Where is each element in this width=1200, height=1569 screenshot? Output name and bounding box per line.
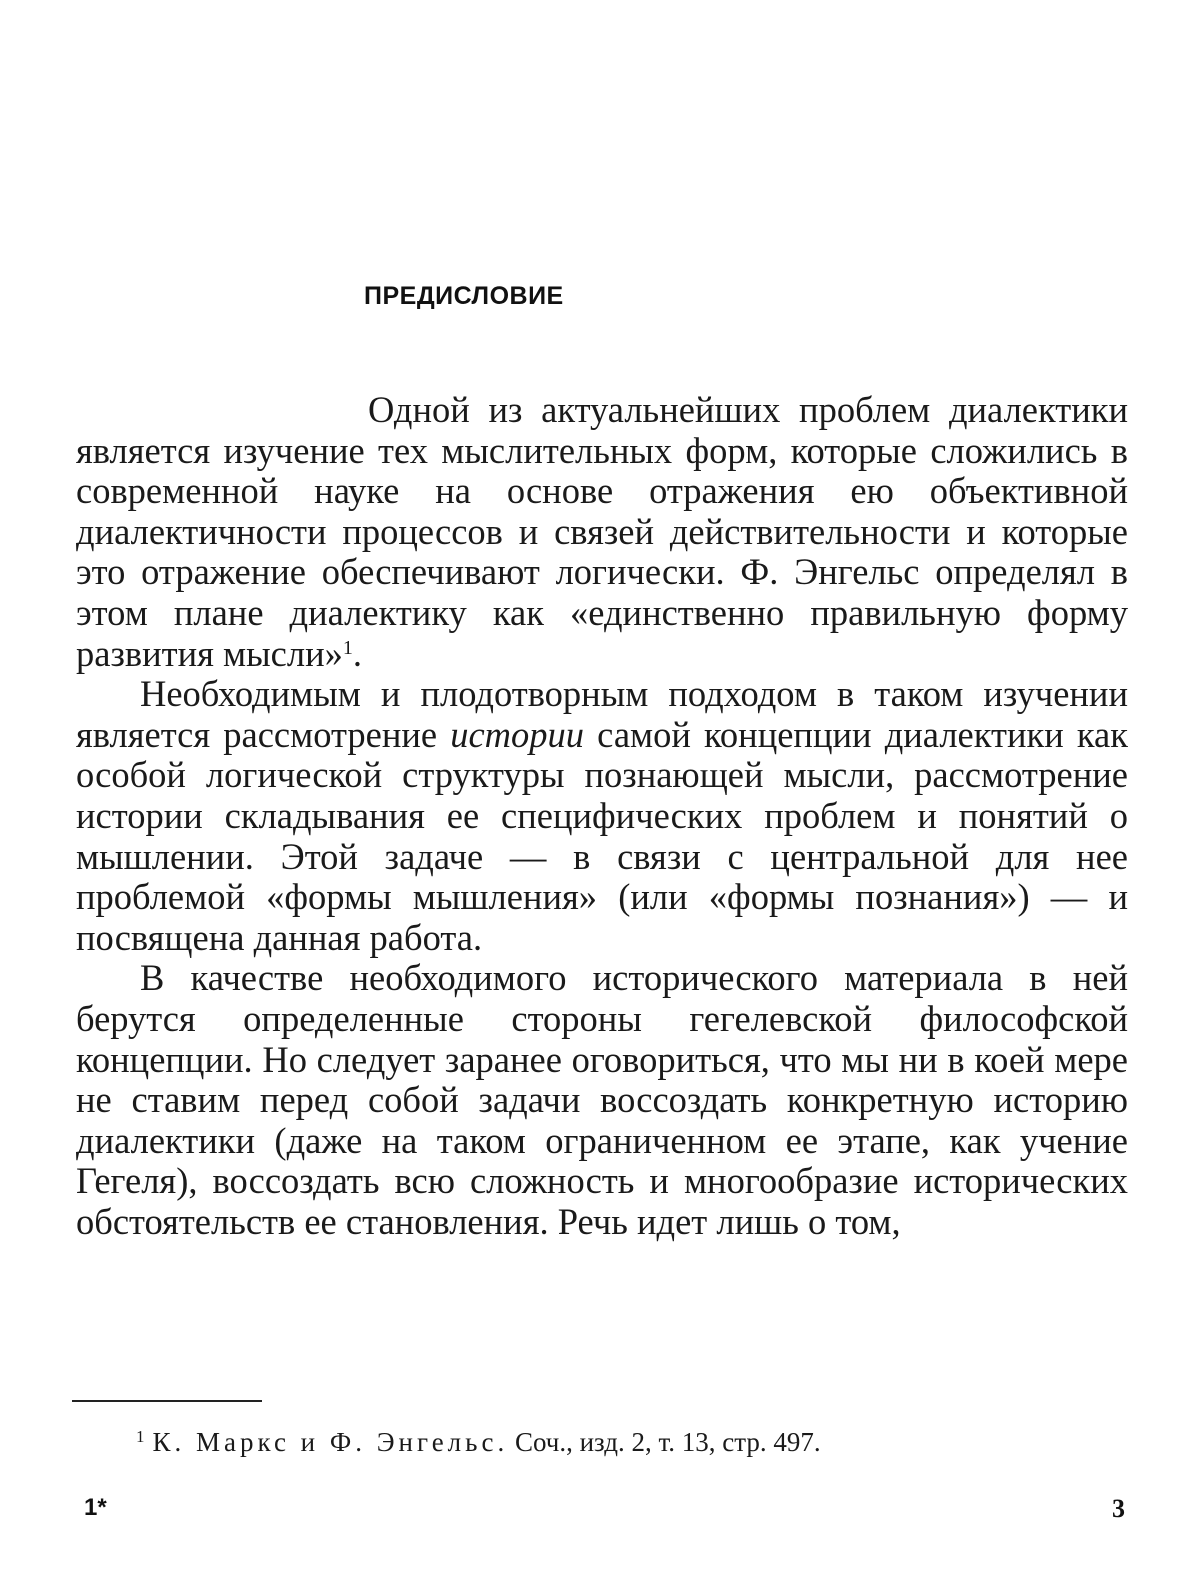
paragraph-3 xyxy=(76,958,1128,1242)
footnote-reference: 1 xyxy=(342,636,353,659)
paragraph-2-before: Необходимым и плодотворным подходом в таком изучении является рассмотрение xyxy=(76,673,1128,755)
paragraph-1 xyxy=(76,390,1128,674)
footnote xyxy=(136,1420,821,1459)
paragraph-2-emphasis: истории xyxy=(450,713,585,755)
body-text xyxy=(76,390,1128,1242)
footnote-citation: Соч., изд. 2, т. 13, стр. 497. xyxy=(514,1427,821,1457)
paragraph-1-tail: . xyxy=(352,632,362,674)
paragraph-2-after: самой концепции диалектики как особой логической структуры познающей мысли, рассмотрение истории складывания ее специфических проблем и понятий о мышлении. Этой задаче — в связи с центральной для нее проблемой «формы мышления» (или «формы познания») — и посвящена данная работа. xyxy=(76,713,1128,958)
chapter-heading: ПРЕДИСЛОВИЕ xyxy=(364,282,564,310)
paragraph-2 xyxy=(76,674,1128,958)
paragraph-1-text: Одной из актуальнейших проблем диалектики является изучение тех мыслительных форм, которые сложились в современной науке на основе отражения ею объективной диалектичности процессов и связей действительности и которые это отражение обеспечивают логически. Ф. Энгельс определял в этом плане диалектику как «единственно правильную форму развития мысли» xyxy=(76,389,1128,674)
footnote-number: 1 xyxy=(136,1427,145,1446)
signature-mark: 1* xyxy=(84,1494,107,1521)
page-number: 3 xyxy=(1112,1494,1125,1523)
footnote-author: К. Маркс и Ф. Энгельс. xyxy=(152,1427,509,1457)
paragraph-3-text: В качестве необходимого исторического материала в ней берутся определенные стороны гегелевской философской концепции. Но следует заранее оговориться, что мы ни в коей мере не ставим перед собой задачи воссоздать конкретную историю диалектики (даже на таком ограниченном ее этапе, как учение Гегеля), воссоздать всю сложность и многообразие исторических обстоятельств ее становления. Речь идет лишь о том, xyxy=(76,957,1128,1242)
footnote-divider xyxy=(72,1400,262,1402)
